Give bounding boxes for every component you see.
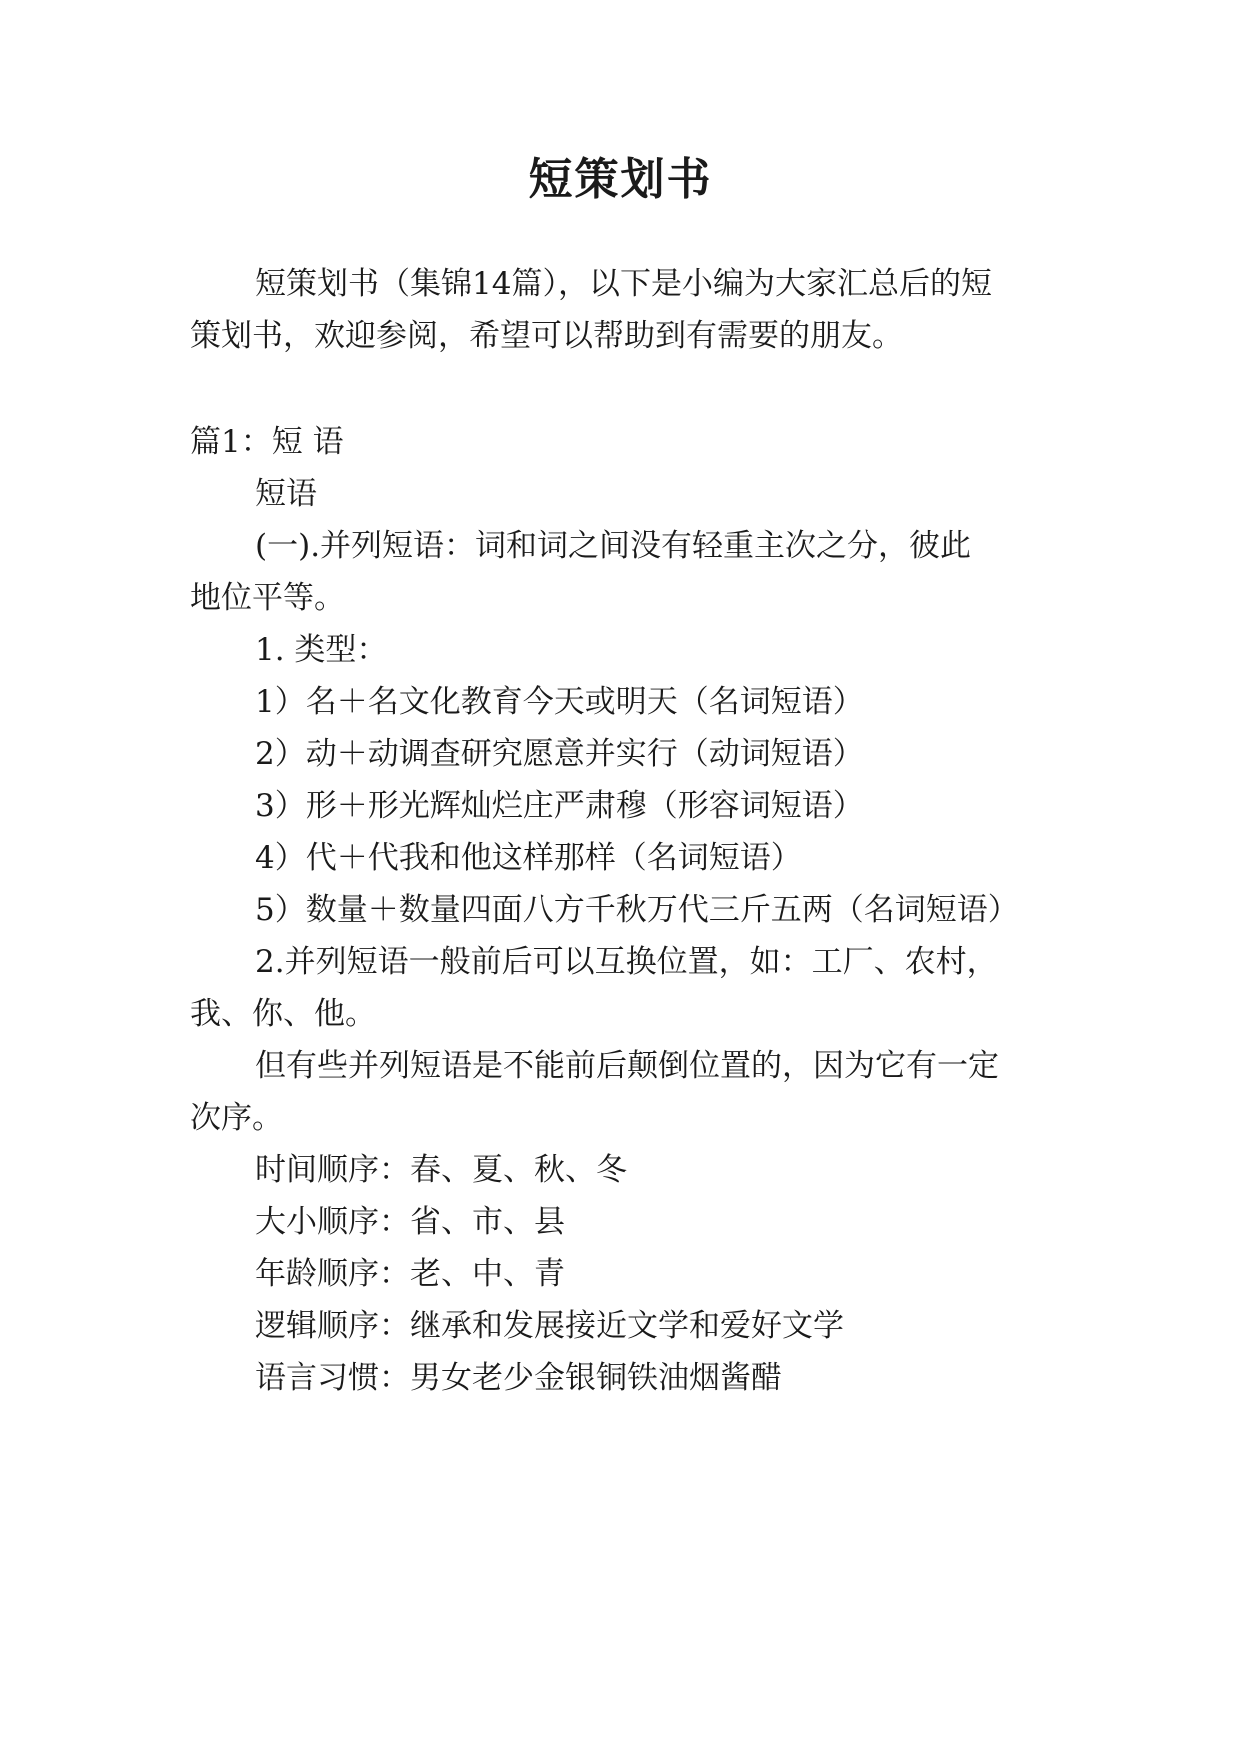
list-item: 3）形＋形光辉灿烂庄严肃穆（形容词短语） <box>255 788 864 824</box>
list-item: 5）数量＋数量四面八方千秋万代三斤五两（名词短语） <box>255 892 1019 928</box>
paragraph-line: 我、你、他。 <box>190 996 376 1032</box>
paragraph-line: 2.并列短语一般前后可以互换位置，如：工厂、农村， <box>255 944 998 980</box>
list-item: 1）名＋名文化教育今天或明天（名词短语） <box>255 684 864 720</box>
paragraph-line: 短语 <box>255 476 317 512</box>
paragraph-line: (一).并列短语：词和词之间没有轻重主次之分，彼此 <box>255 528 972 564</box>
order-example: 逻辑顺序：继承和发展接近文学和爱好文学 <box>255 1308 844 1344</box>
document-title: 短策划书 <box>528 154 713 205</box>
order-example: 大小顺序：省、市、县 <box>255 1204 565 1240</box>
order-example: 语言习惯：男女老少金银铜铁油烟酱醋 <box>255 1360 782 1396</box>
paragraph-line: 地位平等。 <box>190 580 345 616</box>
list-item: 2）动＋动调查研究愿意并实行（动词短语） <box>255 736 864 772</box>
paragraph-line: 次序。 <box>190 1100 283 1136</box>
paragraph-line: 但有些并列短语是不能前后颠倒位置的，因为它有一定 <box>255 1048 999 1084</box>
intro-line-2: 策划书，欢迎参阅，希望可以帮助到有需要的朋友。 <box>190 318 903 354</box>
intro-line-1: 短策划书（集锦14篇），以下是小编为大家汇总后的短 <box>255 266 992 302</box>
order-example: 年龄顺序：老、中、青 <box>255 1256 565 1292</box>
order-example: 时间顺序：春、夏、秋、冬 <box>255 1152 627 1188</box>
section-heading: 篇1：短 语 <box>190 424 344 460</box>
paragraph-line: 1. 类型： <box>255 632 388 668</box>
list-item: 4）代＋代我和他这样那样（名词短语） <box>255 840 802 876</box>
